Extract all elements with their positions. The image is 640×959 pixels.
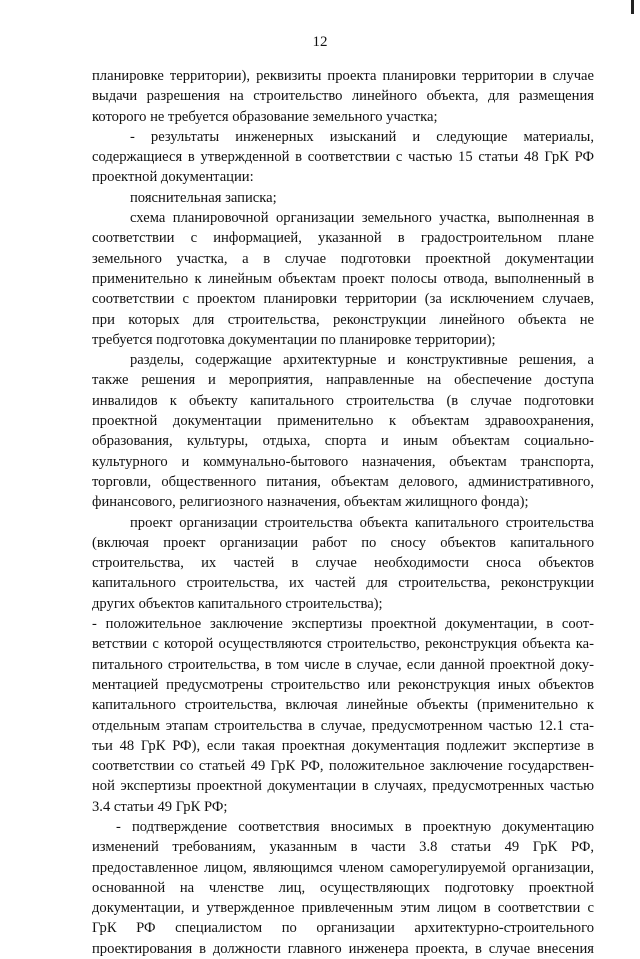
text-line: ментацией предусмотрены строительство или реконструкция иных объектов	[92, 676, 594, 693]
text-line: ГрК РФ специалистом по организации архитектурно-строительного	[92, 920, 594, 937]
text-line: других объектов капитального строительства);	[92, 595, 383, 612]
body-text	[92, 66, 594, 959]
text-line: ветствии с которой осуществляются строительство, реконструкция объекта ка-	[92, 636, 594, 653]
text-line: проектной документации применительно к объектам здравоохранения,	[92, 413, 594, 430]
text-line: предоставленное лицом, являющимся членом саморегулируемой организации,	[92, 859, 594, 876]
text-line: - положительное заключение экспертизы проектной документации, в соот-	[92, 616, 594, 633]
text-line: требуется подготовка документации по планировке территории);	[92, 331, 496, 348]
text-line: документации, и утвержденное привлеченным этим лицом в соответствии с	[92, 900, 594, 917]
text-line: изменений требованиям, указанным в части 3.8 статьи 49 ГрК РФ,	[92, 839, 594, 856]
text-line: которого не требуется образование земельного участка;	[92, 108, 438, 125]
text-line: культурного и коммунально-бытового назначения, объектам транспорта,	[92, 453, 594, 470]
text-line: разделы, содержащие архитектурные и конструктивные решения, а	[130, 352, 594, 369]
text-line: соответствии с информацией, указанной в градостроительном плане	[92, 230, 594, 247]
text-line: применительно к линейным объектам проект полосы отвода, выполненный в	[92, 270, 594, 287]
text-line: строительства, их частей в случае необходимости сноса объектов	[92, 555, 594, 572]
text-line: капитального строительства, их частей для строительства, реконструкции	[92, 575, 594, 592]
text-line: содержащиеся в утвержденной в соответствии с частью 15 статьи 48 ГрК РФ	[92, 149, 594, 166]
text-line: торговли, общественного питания, объектам делового, административного,	[92, 473, 594, 490]
text-line: тьи 48 ГрК РФ), если такая проектная документация подлежит экспертизе в	[92, 737, 594, 754]
text-line: образования, культуры, отдыха, спорта и иным объектам социально-	[92, 433, 594, 450]
text-line: финансового, религиозного назначения, объектам жилищного фонда);	[92, 494, 529, 511]
text-line: 3.4 статьи 49 ГрК РФ;	[92, 798, 228, 815]
text-line: пояснительная записка;	[130, 189, 277, 206]
text-line: проектирования в должности главного инженера проекта, в случае внесения	[92, 940, 594, 957]
text-line: ной экспертизы проектной документации в случаях, предусмотренных частью	[92, 778, 594, 795]
text-line: - результаты инженерных изысканий и следующие материалы,	[130, 128, 594, 145]
text-line: выдачи разрешения на строительство линейного объекта, для размещения	[92, 88, 594, 105]
text-line: основанной на членстве лиц, осуществляющих подготовку проектной	[92, 879, 594, 896]
text-line: проект организации строительства объекта капитального строительства	[130, 514, 594, 531]
text-line: питального строительства, в том числе в случае, если данной проектной доку-	[92, 656, 594, 673]
text-line: планировке территории), реквизиты проекта планировки территории в случае	[92, 68, 594, 84]
text-line: отдельным этапам строительства в случае, предусмотренном частью 12.1 ста-	[92, 717, 594, 734]
text-line: соответствии со статьей 49 ГрК РФ, положительное заключение государствен-	[92, 758, 594, 775]
text-line: также решения и мероприятия, направленные на обеспечение доступа	[92, 372, 594, 389]
scan-edge-mark	[631, 0, 634, 14]
text-line: капитального строительства, включая линейные объекты (применительно к	[92, 697, 594, 714]
text-line: земельного участка, а в случае подготовки проектной документации	[92, 250, 594, 267]
text-line: - подтверждение соответствия вносимых в проектную документацию	[116, 818, 594, 835]
text-line: (включая проект организации работ по сносу объектов капитального	[92, 534, 594, 551]
text-line: схема планировочной организации земельного участка, выполненная в	[130, 210, 594, 227]
text-line: проектной документации:	[92, 169, 254, 186]
text-line: при которых для строительства, реконструкции линейного объекта не	[92, 311, 594, 328]
text-line: соответствии с проектом планировки территории (за исключением случаев,	[92, 291, 594, 308]
page-number: 12	[312, 34, 328, 50]
text-line: инвалидов к объекту капитального строительства (в случае подготовки	[92, 392, 594, 409]
